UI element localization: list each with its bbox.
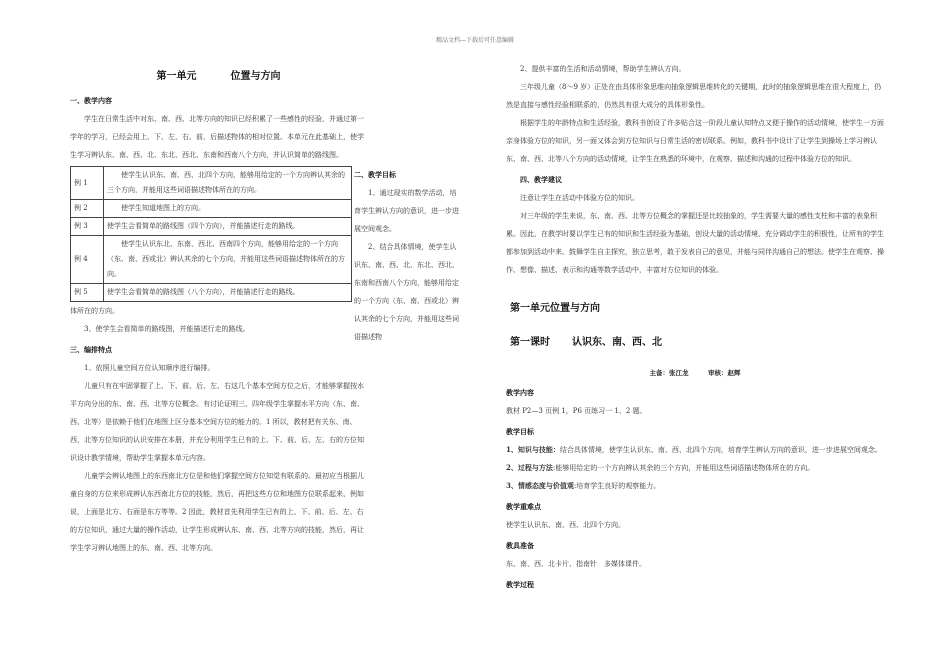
section-heading-objectives: 二、教学目标 [354, 170, 396, 179]
goal-3 [506, 477, 884, 495]
table-row [71, 200, 352, 218]
goal-2 [506, 459, 884, 477]
table-cell-label: 例 2 [71, 200, 104, 218]
lesson-name: 认识东、南、西、北 [572, 337, 662, 348]
goal-3-text: :培育学生良好的观察能力。 [573, 482, 661, 490]
objectives-side [354, 166, 462, 346]
heading-goals: 教学目标 [506, 427, 534, 436]
objective-2: 2、结合具体情境，使学生认识东、南、西、北、东北、西北、东南和西南八个方向，能够用给定的一个方向（东、南、西或北）辨认其余的七个方向，并能用这些词语描述物 [354, 243, 459, 341]
table-cell-label: 例 4 [71, 236, 104, 284]
left-column [70, 66, 459, 557]
unit-title [70, 66, 367, 88]
goal-1-label: 1、知识与技能： [506, 445, 560, 454]
suggestion-1: 注意让学生在活动中体验方位的知识。 [520, 194, 639, 202]
key-text: 使学生认识东、南、西、北四个方向。 [506, 521, 625, 529]
feature-1: 1、依照儿童空间方位认知顺序进行编排。 [84, 364, 215, 372]
feature-paragraph: 儿童学会辨认地图上的东西南北方位是和他们掌握空间方位知觉有联系的。最初应当根据儿童自身的方位来形成辨认东西南北方位的技能，然后，再把这些方位和地图方位联系起来，例如说，上面是北方、右面是东方等等。2 因此，教材首先利用学生已有的上、下、前、后、左、右的方位知识，通过大量的操作活动，让学生形成辨认东、南、西、北等方向的技能，然后，再让学生学习辨认地图上的东、南、西、北等方向。 [70, 472, 364, 552]
table-cell-label: 例 3 [71, 218, 104, 236]
feature-2: 2、提供丰富的生活和活动情境，帮助学生辨认方向。 [520, 65, 686, 73]
table-row [71, 218, 352, 236]
goal-3-label: 3、情感态度与价值观 [506, 481, 574, 490]
heading-process: 教学过程 [506, 580, 534, 589]
byline: 主备：张江龙 审核：赵辉 [649, 369, 741, 377]
table-cell-label: 例 1 [71, 167, 104, 200]
page-header: 精品文档---下载后可任意编辑 [435, 37, 515, 44]
objective-2-cont: 体所在的方向。 [70, 307, 119, 315]
table-cell-text: 使学生会看简单的路线图（八个方向），并能描述行走的路线。 [104, 284, 352, 302]
suggestion-paragraph: 对三年级的学生来说，东、南、西、北等方位概念的掌握还是比较抽象的，学生需要大量的感性支柱和丰富的表象积累。因此，在教学时要以学生已有的知识和生活经验为基础，创设大量的活动情境，充分调动学生的积极性，让所有的学生都参加到活动中来。鼓舞学生自主探究，独立思考，敢于发表自己的意见，并能与同伴沟通自己的想法。使学生在观察、操作、想像、描述、表示和沟通等数学活动中，丰富对方位知识的体验。 [506, 212, 884, 274]
table-cell-label: 例 5 [71, 284, 104, 302]
table-cell-text: 使学生会看简单的路线图（四个方向），并能描述行走的路线。 [104, 218, 352, 236]
table-row [71, 284, 352, 302]
section-paragraph: 学生在日常生活中对东、南、西、北等方向的知识已经积累了一些感性的经验，并通过第一学年的学习，已经会用上、下、左、右、前、后描述物体的相对位置。本单元在此基础上，使学生学习辨认东、南、西、北、东北、西北、东南和西南八个方向，并认识简单的路线图。 [70, 115, 364, 159]
right-column [506, 60, 884, 594]
heading-content: 教学内容 [506, 388, 534, 397]
lesson-title [506, 333, 884, 353]
feature-paragraph: 根据学生的年龄特点和生活经验，教科书创设了许多贴合这一阶段儿童认知特点又便于操作的活动情境，使学生一方面亲身体验方位的知识，另一面又体会到方位知识与日常生活的密切联系。例如，教科书中设计了让学生到操场上学习辨认东、南、西、北等八个方向的活动情境，让学生在熟悉的环境中，在观察、描述和沟通的过程中体验方位的知识。 [506, 119, 884, 163]
unit-title-name: 位置与方向 [230, 71, 281, 82]
table-row [71, 167, 352, 200]
section-heading-suggestions: 四、教学建议 [520, 175, 562, 184]
unit-subtitle: 第一单元位置与方向 [510, 303, 600, 314]
example-table [70, 166, 352, 302]
heading-preparation: 教具准备 [506, 541, 534, 550]
table-row [71, 236, 352, 284]
objective-3: 3、使学生会看简单的路线图，并能描述行走的路线。 [84, 325, 250, 333]
content-text: 教材 P2—3 页例 1，P6 页练习一 1、2 题。 [506, 407, 647, 415]
goal-2-label: 2、过程与方法 [506, 463, 553, 472]
objective-1: 1、通过现实的数学活动，培育学生辨认方向的意识，进一步进展空间观念。 [354, 189, 459, 233]
goal-1-text: 结合具体情境，使学生认识东、南、西、北四个方向，培育学生辨认方向的意识，进一步进展空间观念。 [559, 446, 882, 454]
table-cell-text: 使学生知道地图上的方向。 [104, 200, 352, 218]
heading-key-points: 教学重难点 [506, 502, 541, 511]
prep-text: 东、南、西、北卡片、指南针 多媒体课件。 [506, 560, 646, 568]
feature-paragraph: 三年级儿童（8～9 岁）正处在由具体形象思维向抽象逻辑思维转化的关键期，此时的抽象逻辑思维在很大程度上，仍然是直接与感性经验相联系的，仍然具有很大成分的具体形象性。 [506, 83, 882, 109]
goal-1 [506, 441, 884, 459]
goal-2-text: :能够用给定的一个方向辨认其余的三个方向，并能用这些词语描述物体所在的方向。 [552, 464, 815, 472]
section-heading-features: 三、编排特点 [70, 345, 112, 354]
feature-paragraph: 儿童只有在牢固掌握了上、下、前、后、左、右这几个基本空间方位之后，才能够掌握按水平方向分出的东、南、西、北等方位概念。有讨论证明三、四年级学生掌握水平方向（东、南、西、北等）是依赖于他们在地图上区分基本空间方位的能力的。1 所以，教材把有关东、南、西、北等方位知识的认识安排在本册，并充分利用学生已有的上、下、前、后、左、右的方位知识设计教学情境，帮助学生掌握本单元内容。 [70, 382, 364, 462]
lesson-number: 第一课时 [510, 337, 550, 348]
table-cell-text: 使学生认识东北、东南、西北、西南四个方向，能够用给定的一个方向（东、南、西或北）辨认其余的七个方向，并能用这些词语描述物体所在的方向。 [104, 236, 352, 284]
unit-title-number: 第一单元 [156, 71, 197, 82]
table-cell-text: 使学生认识东、南、西、北四个方向，能够用给定的一个方向辨认其余的三个方向，并能用这些词语描述物体所在的方向。 [104, 167, 352, 200]
section-heading-content: 一、教学内容 [70, 96, 112, 105]
